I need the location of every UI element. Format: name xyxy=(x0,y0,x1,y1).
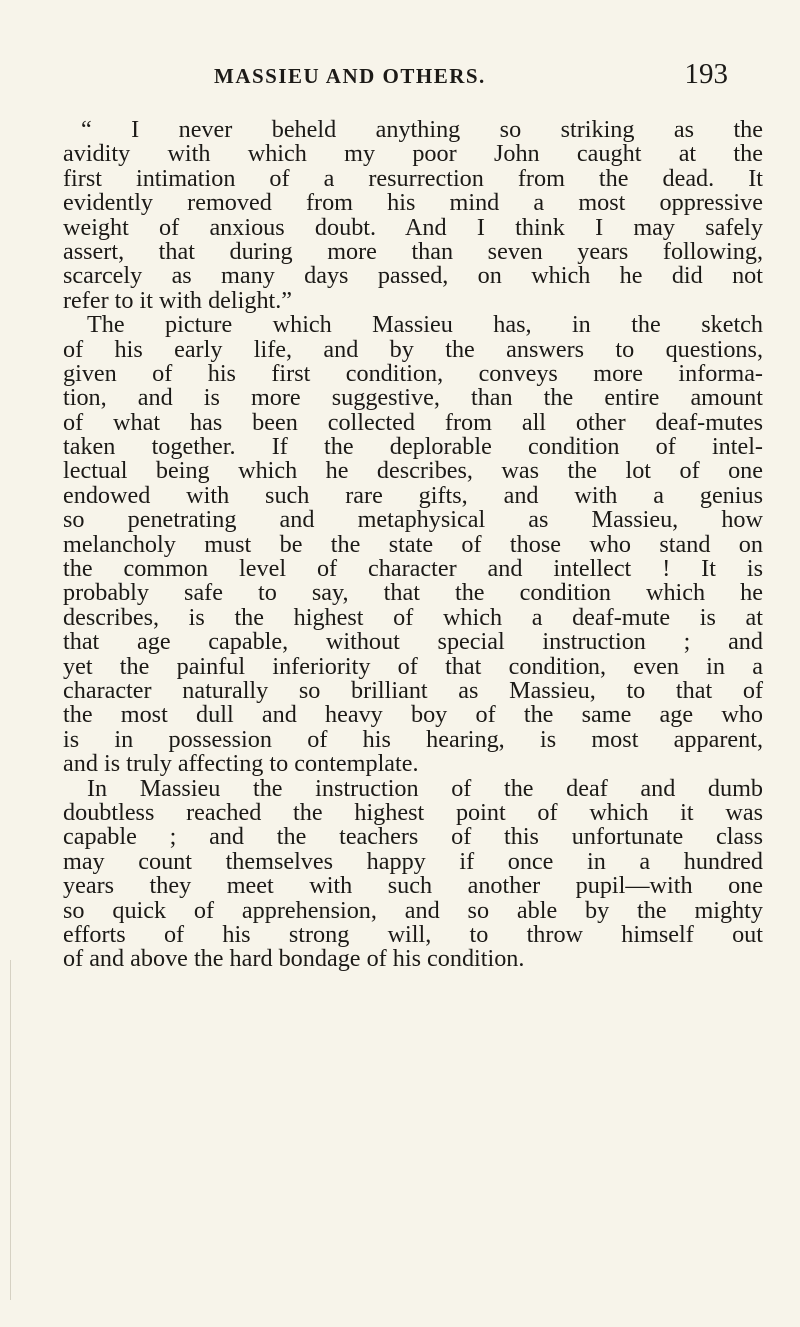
text-line: the common level of character and intellect ! It is xyxy=(63,555,763,583)
text-line: avidity with which my poor John caught at the xyxy=(63,140,763,168)
text-line: first intimation of a resurrection from the dead. It xyxy=(63,164,763,192)
text-line: weight of anxious doubt. And I think I may safely xyxy=(63,213,763,241)
text-line: melancholy must be the state of those who stand on xyxy=(63,530,763,558)
text-line: assert, that during more than seven years following, xyxy=(63,237,763,265)
text-line: character naturally so brilliant as Massieu, to that of xyxy=(63,676,763,704)
text-line: taken together. If the deplorable condition of intel- xyxy=(63,433,763,461)
text-line: yet the painful inferiority of that condition, even in a xyxy=(63,652,763,680)
text-line: doubtless reached the highest point of which it was xyxy=(63,798,763,826)
text-line: so quick of apprehension, and so able by the mighty xyxy=(63,896,763,924)
text-line: evidently removed from his mind a most oppressive xyxy=(63,189,763,217)
text-line: efforts of his strong will, to throw himself out xyxy=(63,920,763,948)
text-line: endowed with such rare gifts, and with a genius xyxy=(63,481,763,509)
text-line: scarcely as many days passed, on which he did not xyxy=(63,262,763,290)
text-line: tion, and is more suggestive, than the entire amount xyxy=(63,384,763,412)
page-edge-shadow xyxy=(10,960,11,1300)
text-line: that age capable, without special instruction ; and xyxy=(63,628,763,656)
running-head xyxy=(188,60,728,96)
text-line: years they meet with such another pupil—with one xyxy=(63,872,763,900)
text-line: the most dull and heavy boy of the same age who xyxy=(63,701,763,729)
text-line: may count themselves happy if once in a hundred xyxy=(63,847,763,875)
text-line: lectual being which he describes, was the lot of one xyxy=(63,457,763,485)
text-line: capable ; and the teachers of this unfortunate class xyxy=(63,823,763,851)
body-text xyxy=(63,118,763,972)
page-number: 193 xyxy=(684,58,728,90)
text-line: so penetrating and metaphysical as Massieu, how xyxy=(63,506,763,534)
text-line: “ I never beheld anything so striking as the xyxy=(81,116,763,143)
running-title: MASSIEU AND OTHERS. xyxy=(214,64,486,88)
text-line: In Massieu the instruction of the deaf and dumb xyxy=(87,774,763,802)
text-line: of and above the hard bondage of his condition. xyxy=(63,945,525,973)
text-line: is in possession of his hearing, is most apparent, xyxy=(63,725,763,753)
text-line: probably safe to say, that the condition which he xyxy=(63,579,763,607)
text-line: and is truly affecting to contemplate. xyxy=(63,750,419,778)
text-line: describes, is the highest of which a deaf-mute is at xyxy=(63,603,763,631)
text-line: of what has been collected from all other deaf-mutes xyxy=(63,408,763,436)
text-line: The picture which Massieu has, in the sketch xyxy=(87,311,763,339)
text-line: refer to it with delight.” xyxy=(63,286,293,314)
text-line: given of his first condition, conveys more informa- xyxy=(63,359,763,387)
text-line: of his early life, and by the answers to questions, xyxy=(63,335,763,363)
